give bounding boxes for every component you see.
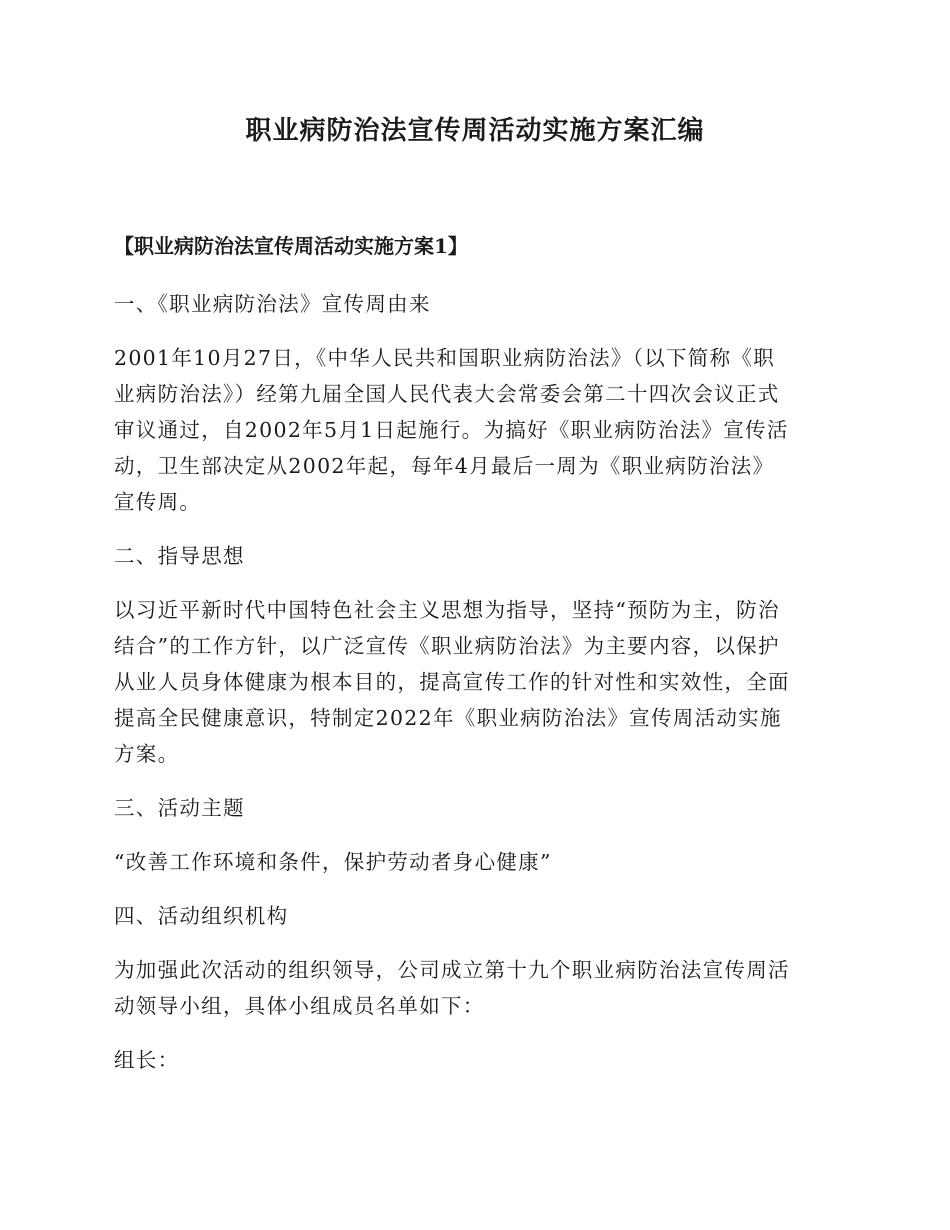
paragraph: [114, 952, 836, 1024]
paragraph: [114, 340, 836, 520]
paragraph-line: 动领导小组，具体小组成员名单如下：: [114, 994, 485, 1018]
paragraph-line: 业病防治法》）经第九届全国人民代表大会常委会第二十四次会议正式: [114, 382, 780, 406]
paragraph-line: 审议通过，自2002年5月1日起施行。为搞好《职业病防治法》宣传活: [114, 418, 789, 442]
paragraph-line: 以习近平新时代中国特色社会主义思想为指导，坚持“预防为主，防治: [114, 598, 780, 622]
paragraph-line: “改善工作环境和条件，保护劳动者身心健康”: [114, 850, 552, 874]
paragraph: [114, 844, 836, 880]
document-title: 职业病防治法宣传周活动实施方案汇编: [245, 116, 705, 146]
section-heading: 一、《职业病防治法》宣传周由来: [114, 292, 431, 316]
section-title: 【职业病防治法宣传周活动实施方案1】: [114, 234, 468, 258]
paragraph-line: 提高全民健康意识，特制定2022年《职业病防治法》宣传周活动实施: [114, 706, 782, 730]
section-heading: 三、活动主题: [114, 796, 245, 820]
paragraph-line: 从业人员身体健康为根本目的，提高宣传工作的针对性和实效性，全面: [114, 670, 790, 694]
document-blocks: [114, 286, 836, 1078]
document-body: [114, 228, 836, 1096]
paragraph-line: 动，卫生部决定从2002年起，每年4月最后一周为《职业病防治法》: [114, 454, 775, 478]
paragraph-line: 结合”的工作方针，以广泛宣传《职业病防治法》为主要内容，以保护: [114, 634, 780, 658]
paragraph-line: 组长：: [114, 1048, 180, 1072]
paragraph: [114, 1042, 836, 1078]
paragraph-line: 为加强此次活动的组织领导，公司成立第十九个职业病防治法宣传周活: [114, 958, 790, 982]
paragraph: [114, 592, 836, 772]
section-heading: 二、指导思想: [114, 544, 245, 568]
paragraph-line: 2001年10月27日，《中华人民共和国职业病防治法》（以下简称《职: [114, 346, 776, 370]
paragraph-line: 宣传周。: [114, 490, 202, 514]
paragraph-line: 方案。: [114, 742, 180, 766]
section-heading: 四、活动组织机构: [114, 904, 289, 928]
